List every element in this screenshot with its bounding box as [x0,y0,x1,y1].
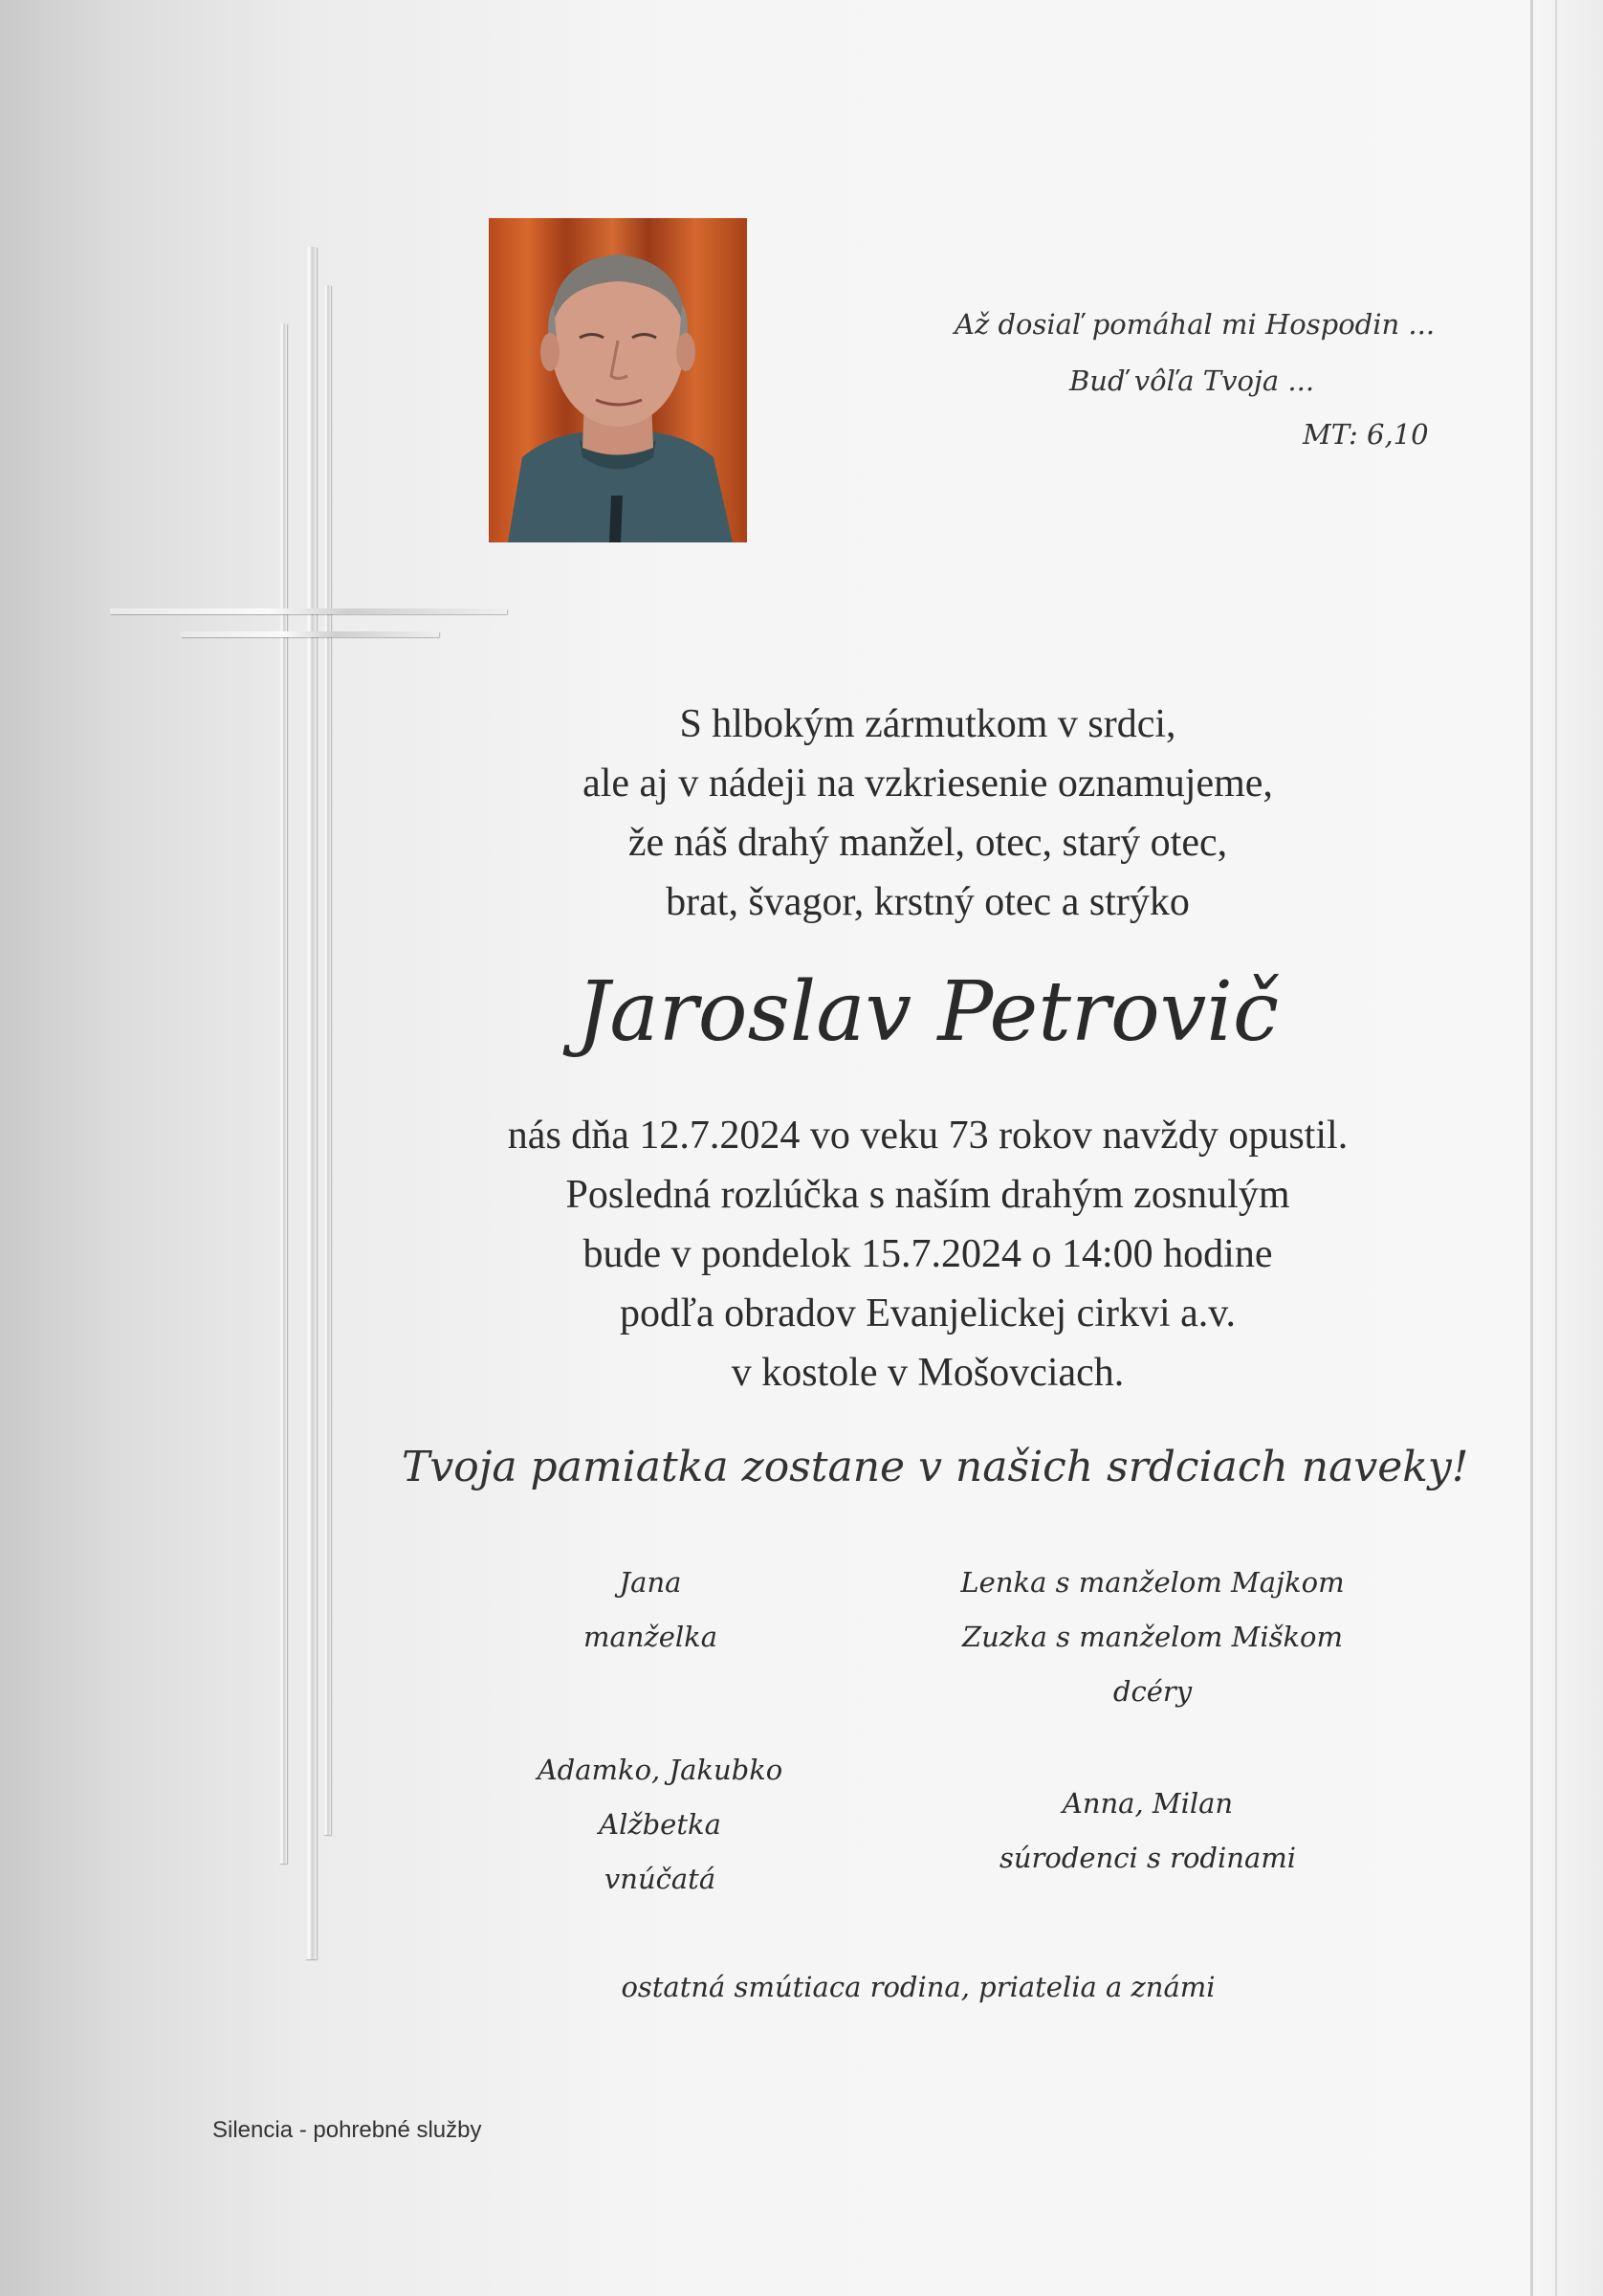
signature-line: vnúčatá [604,1863,716,1895]
signature-line: manželka [582,1621,718,1653]
quote-reference: MT: 6,10 [1303,418,1429,451]
signature-line: Lenka s manželom Majkom [960,1566,1345,1599]
signature-line: Zuzka s manželom Miškom [961,1621,1344,1653]
announcement [402,695,1454,932]
signature-grandchildren [469,1743,851,1907]
details-line: Posledná rozlúčka s naším drahým zosnulým [565,1173,1290,1217]
signature-line: Jana [619,1566,682,1599]
signature-line: Anna, Milan [1062,1787,1234,1820]
quote-line-2: Buď vôľa Tvoja ... [1069,364,1315,397]
portrait-photo-icon [489,218,747,542]
deceased-portrait [489,218,747,542]
signature-siblings [956,1777,1339,1886]
quote-line-1: Až dosiaľ pomáhal mi Hospodin ... [955,308,1436,341]
signature-line: súrodenci s rodinami [999,1842,1297,1874]
details-line: podľa obradov Evanjelickej cirkvi a.v. [619,1292,1237,1336]
announcement-line: brat, švagor, krstný otec a strýko [666,880,1190,924]
signature-daughters [937,1556,1368,1719]
announcement-line: že náš drahý manžel, otec, starý otec, [627,821,1228,865]
signature-line: dcéry [1112,1675,1193,1708]
signature-line: Adamko, Jakubko [537,1754,783,1786]
signature-wife [459,1556,842,1665]
details-line: v kostole v Mošovciach. [731,1351,1125,1395]
announcement-line: ale aj v nádeji na vzkriesenie oznamujeme, [582,762,1273,806]
signature-others: ostatná smútiaca rodina, priatelia a známi [621,1971,1216,2003]
announcement-line: S hlbokým zármutkom v srdci, [679,702,1176,746]
page-edge-line [1555,0,1557,2296]
deceased-name: Jaroslav Petrovič [576,964,1280,1060]
memorial-motto: Tvoja pamiatka zostane v našich srdciach naveky! [402,1443,1469,1491]
details-line: nás dňa 12.7.2024 vo veku 73 rokov navždy opustil. [507,1114,1349,1158]
funeral-service-footer: Silencia - pohrebné služby [212,2117,482,2143]
details-line: bude v pondelok 15.7.2024 o 14:00 hodine [582,1232,1273,1276]
page-edge-line [1530,0,1533,2296]
signature-line: Alžbetka [599,1808,721,1841]
funeral-details [402,1106,1454,1402]
